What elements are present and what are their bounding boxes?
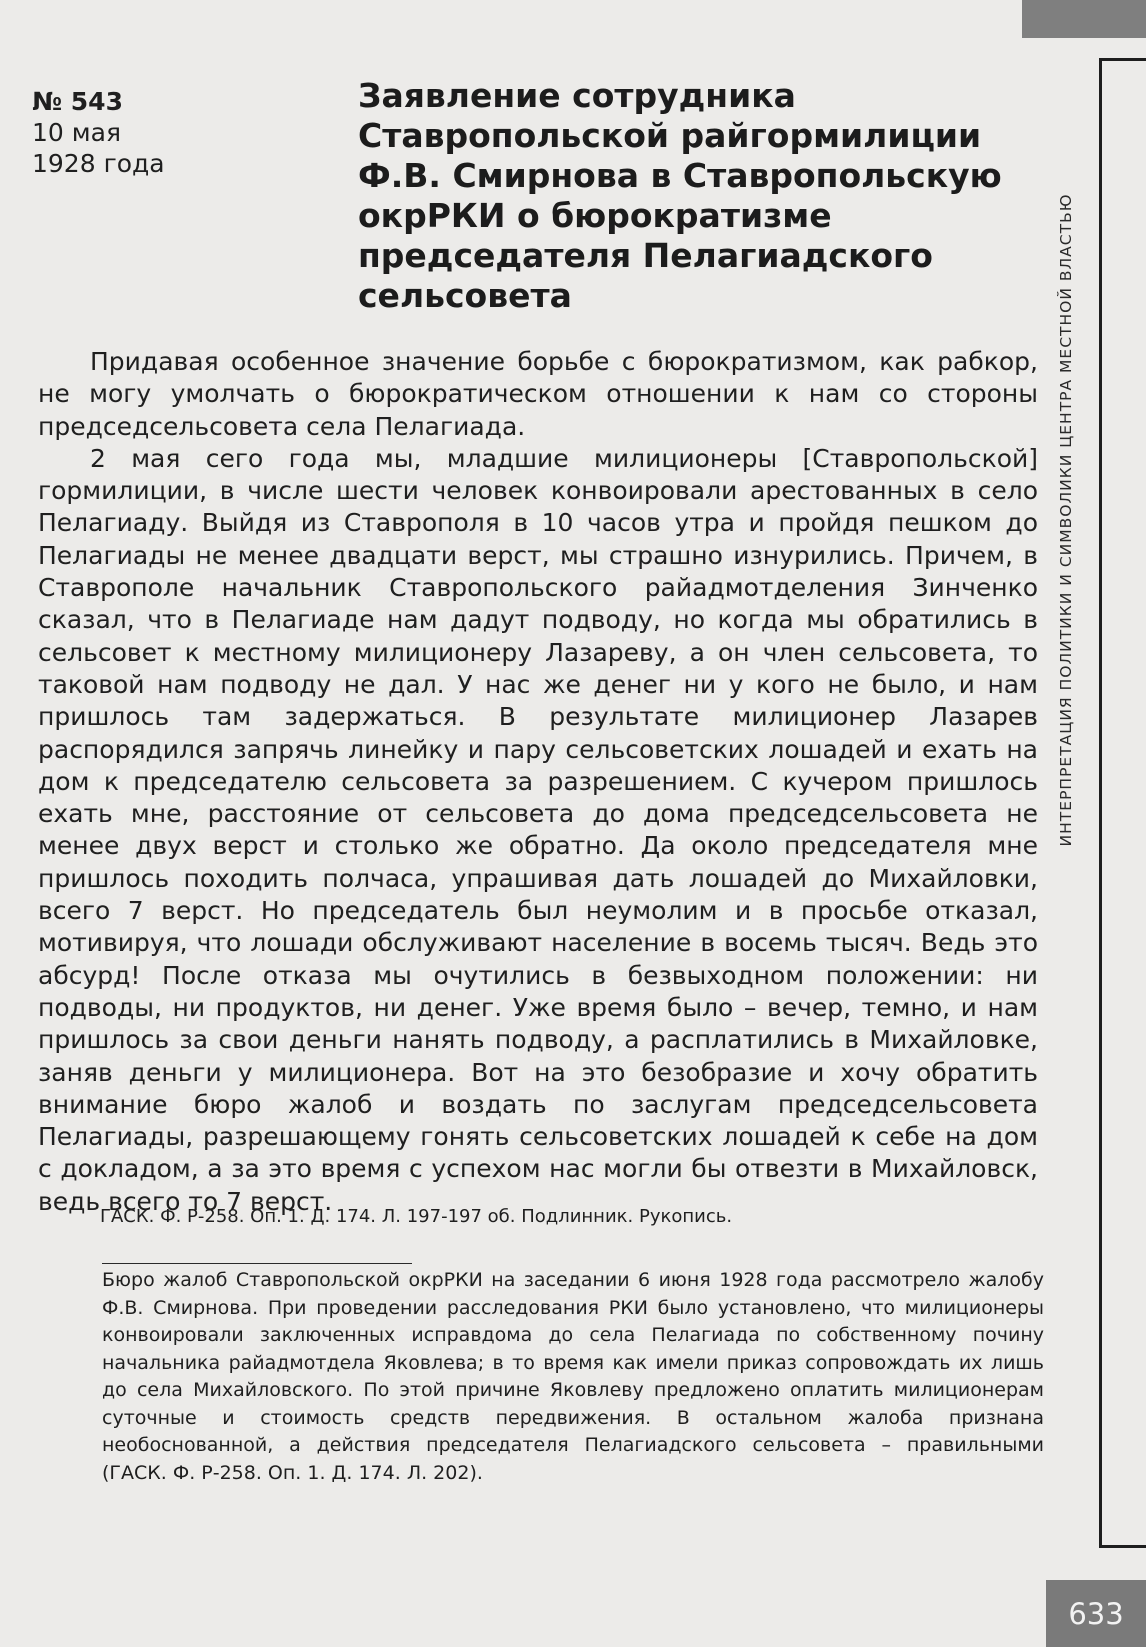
document-number: № 543: [32, 87, 123, 116]
footnote-divider: [102, 1263, 412, 1264]
document-body: [38, 346, 1038, 1218]
footnote: Бюро жалоб Ставропольской окрРКИ на заседании 6 июня 1928 года рассмотрело жалобу Ф.В. Смирнова. При проведении расследования РКИ было установлено, что милиционеры конвоировали заключенных исправдома до села Пелагиада по собственному почину начальника райадмотдела Яковлева; в то время как имели приказ сопровождать их лишь до села Михайловского. По этой причине Яковлеву предложено оплатить милиционерам суточные и стоимость средств передвижения. В остальном жалоба признана необоснованной, а действия председателя Пелагиадского сельсовета – правильными (ГАСК. Ф. Р-258. Оп. 1. Д. 174. Л. 202).: [102, 1269, 1044, 1484]
archival-source: ГАСК. Ф. Р-258. Оп. 1. Д. 174. Л. 197-197 об. Подлинник. Рукопись.: [100, 1206, 733, 1227]
document-date-year: 1928 года: [32, 149, 165, 178]
document-title: Заявление сотрудника Ставропольской райгормилиции Ф.В. Смирнова в Ставропольскую окрРКИ о бюрократизме председателя Пелагиадского сельсовета: [358, 76, 1002, 315]
document-date-day: 10 мая: [32, 118, 121, 147]
document-meta: [32, 86, 165, 179]
running-section-title: ИНТЕРПРЕТАЦИЯ ПОЛИТИКИ И СИМВОЛИКИ ЦЕНТРА МЕСТНОЙ ВЛАСТЬЮ: [1057, 193, 1075, 847]
body-paragraph-2: 2 мая сего года мы, младшие милиционеры [Ставропольской] гормилиции, в числе шести человек конвоировали арестованных в село Пелагиаду. Выйдя из Ставрополя в 10 часов утра и пройдя пешком до Пелагиады не менее двадцати верст, мы страшно изнурились. Причем, в Ставрополе начальник Ставропольского райадмотделения Зинченко сказал, что в Пелагиаде нам дадут подводу, но когда мы обратились в сельсовет к местному милиционеру Лазареву, а он член сельсовета, то таковой нам подводу не дал. У нас же денег ни у кого не было, и нам пришлось там задержаться. В результате милиционер Лазарев распорядился запрячь линейку и пару сельсоветских лошадей и ехать на дом к председателю сельсовета за разрешением. С кучером пришлось ехать мне, расстояние от сельсовета до дома председсельсовета не менее двух верст и столько же обратно. Да около председателя мне пришлось походить полчаса, упрашивая дать лошадей до Михайловки, всего 7 верст. Но председатель был неумолим и в просьбе отказал, мотивируя, что лошади обслуживают население в восемь тысяч. Ведь это абсурд! После отказа мы очутились в безвыходном положении: ни подводы, ни продуктов, ни денег. Уже время было – вечер, темно, и нам пришлось за свои деньги нанять подводу, а расплатились в Михайловке, заняв деньги у милиционера. Вот на это безобразие и хочу обратить внимание бюро жалоб и воздать по заслугам председсельсовета Пелагиады, разрешающему гонять сельсоветских лошадей к себе на дом с докладом, а за это время с успехом нас могли бы отвезти в Михайловск, ведь всего то 7 верст.: [38, 443, 1038, 1216]
side-frame-border: [1099, 58, 1146, 1548]
header-tab-decoration: [1022, 0, 1146, 38]
page-number: 633: [1046, 1580, 1146, 1647]
body-paragraph-1: Придавая особенное значение борьбе с бюрократизмом, как рабкор, не могу умолчать о бюрократическом отношении к нам со стороны председсельсовета села Пелагиада.: [38, 347, 1038, 441]
